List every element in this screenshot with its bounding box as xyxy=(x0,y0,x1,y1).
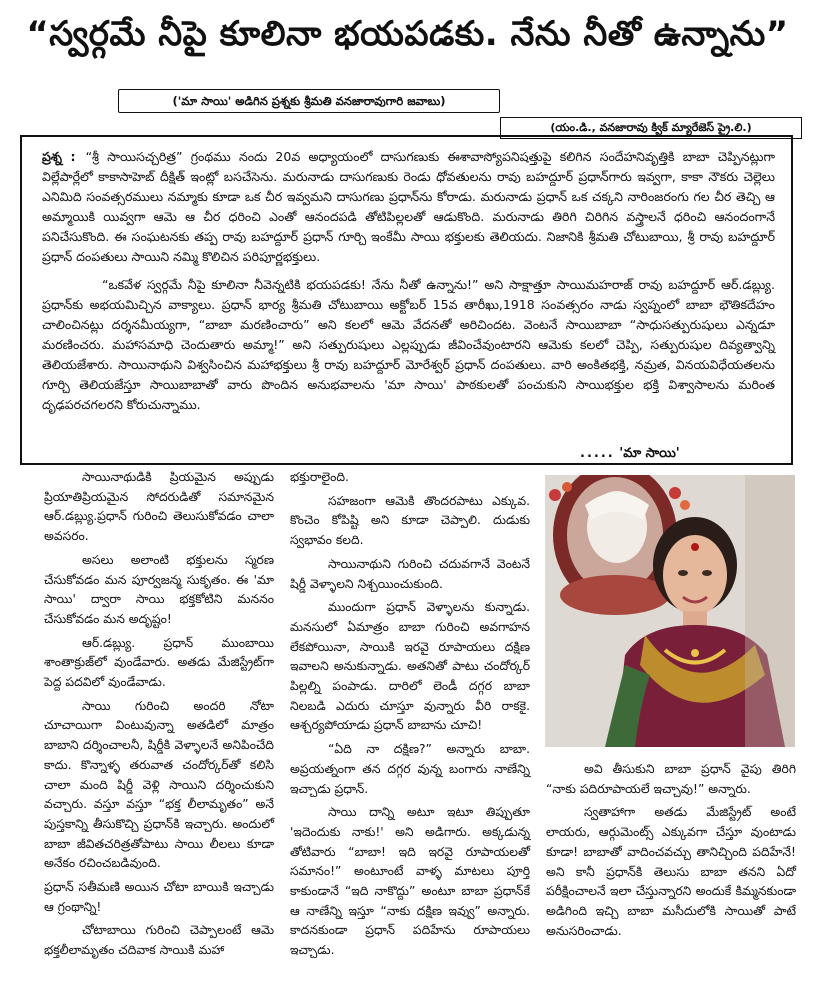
question-label: ప్రశ్న : xyxy=(42,149,76,164)
author-photo xyxy=(545,475,795,747)
column-2-paragraph: సాయి దాన్ని అటూ ఇటూ తిప్పుతూ 'ఇదెందుకు నాకు!' అని అడిగారు. అక్కడున్న తోటివారు “బాబా! ఇది ఇరవై రూపాయలతో సమానం!” అంటూంటే వాళ్ళ మాటలు పూర్తి కాకుండానే “ఇది నాకొద్దు” అంటూ బాబా ప్రధాన్‌కే ఆ నాణేన్ని ఇస్తూ “నాకు దక్షిణ ఇవ్వు” అన్నారు. కాదనకుండా ప్రధాన్ పదిహేను రూపాయలు ఇచ్చాడు. xyxy=(290,805,530,958)
signature-text: 'మా సాయి' xyxy=(619,446,680,461)
column-1-paragraph: సాయినాథుడికి ప్రియమైన అప్పుడు ప్రియాతిప్రియమైన సోదరుడితో సమానమైన ఆర్.డబ్ల్యు.ప్రధాన్ గురించి తెలుసుకోవడం చాలా అవసరం. xyxy=(44,470,274,544)
author-photo-image xyxy=(545,475,795,747)
page-title: “స్వర్గమే నీపై కూలినా భయపడకు. నేను నీతో ఉన్నాను” xyxy=(26,14,789,54)
column-2-paragraph: ముందుగా ప్రధాన్ వెళ్ళాలను కున్నాడు. మనసులో ఏమాత్రం బాబా గురించి అవగాహన లేకపోయినా, సాయికి ఇరవై రూపాయలు దక్షిణ ఇవాలని అనుకున్నాడు. అతనితో పాటు చందోర్కర్ పిల్లల్ని పంపాడు. దారిలో లెండీ దగ్గర బాబా నిలబడి ఎదురు చూస్తూ వున్నారు వీరి రాకకై. ఆశ్చర్యపోయాడు ప్రధాన్ బాబాను చూచి! xyxy=(290,600,530,733)
article-column-3 xyxy=(546,760,796,945)
intro-paragraph-1 xyxy=(42,147,775,267)
company-tag: (యం.డి., వనజారావు క్విక్ మ్యారేజెస్ ప్రై.లి.) xyxy=(500,117,802,139)
column-1-paragraph: అసలు అలాంటి భక్తులను స్మరణ చేసుకోవడం మన పూర్వజన్మ సుకృతం. ఈ 'మా సాయి' ద్వారా సాయి భక్తకోటిని మననం చేసుకోవడం మన అదృష్టం! xyxy=(44,552,274,626)
column-2-paragraph: సహజంగా ఆమెకి తొందరపాటు ఎక్కువ. కొంచెం కోపిష్టి అని కూడా చెప్పాలి. దుడుకు స్వభావం కలది. xyxy=(290,493,530,548)
column-1-paragraph: ఆర్.డబ్ల్యు. ప్రధాన్ ముంబాయి శాంతాక్రుజ్‌లో వుండేవారు. అతడు మేజిస్ట్రేట్‌గా పెద్ద పదవిలో వుండేవాడు. xyxy=(44,635,274,690)
intro-paragraph-1-text: “శ్రీ సాయిసచ్చరిత్ర” గ్రంథము నందు 20వ అధ్యాయంలో దాసుగణుకు ఈశావాస్యోపనిషత్తుపై కలిగిన సందేహనివృత్తికి బాబా చెప్పినట్లుగా విల్లేపార్లేలో కాకాసాహెబ్ దీక్షిత్ ఇంట్లో బసచేసెను. మరునాడు దాసుగణుకు రెండు ధోవతులను రావు బహద్దూర్ ప్రధాన్‌గారు ఇవ్వగా, కాకా నౌకరు చెల్లెలు ఎనిమిది సంవత్సరములు నమ్మాకు కూడా ఒక చీర ఇవ్వమని దాసుగణు ప్రధాన్‌ను కోరాడు. మరునాడు ప్రధాన్ ఒక చక్కని నారింజరంగు గల చీర తెచ్చి ఆ అమ్మాయికి యివ్వగా ఆమె ఆ చీర ధరించి ఎంతో ఆనందపడి తోటిపిల్లలతో ఆడుకొంది. మరునాడు తిరిగి చిరిగిన వస్త్రాలనే ధరించి ఆనందంగానే పనిచేసుకొంది. ఈ సంఘటనకు తప్ప రావు బహద్దూర్ ప్రధాన్ గూర్చి ఇంకేమీ సాయి భక్తులకు తెలియదు. నిజానికి శ్రీమతి చోటుబాయి, శ్రీ రావు బహద్దూర్ ప్రధాన్ దంపతులు సాయిని నమ్మి కొలిచిన పరిపూర్ణభక్తులు. xyxy=(42,149,775,264)
column-2-paragraph: “ఏది నా దక్షిణ?” అన్నారు బాబా. అప్రయత్నంగా తన దగ్గర వున్న బంగారు నాణేన్ని ఇచ్చాడు ప్రధాన్. xyxy=(290,742,530,796)
column-1-paragraph: చోటాబాయి గురించి చెప్పాలంటే ఆమె భక్తలీలామృతం చదివాక సాయికి మహా xyxy=(44,923,274,958)
intro-paragraph-2: “ఒకవేళ స్వర్గమే నీపై కూలినా నీవెన్నటికి భయపడకు! నేను నీతో ఉన్నాను!” అని సాక్షాత్తూ సాయిమహరాజ్ రావు బహద్దూర్ ఆర్.డబ్ల్యు. ప్రధాన్‌కు అభయమిచ్చిన వాక్యాలు. ప్రధాన్ భార్య శ్రీమతి చోటుబాయి అక్టోబర్ 15వ తారీఖు,1918 సంవత్సరం నాడు స్వప్నంలో బాబా భౌతికదేహం చాలించినట్లు దర్శనమీయ్యగా, “బాబా మరణించారు” అని కలలో ఆమె వేదనతో అరిచిందట. వెంటనే సాయిబాబా “సాధుసత్పురుషులు ఎన్నడూ మరణించరు. మహాసమాధి చెందుతారు అమ్మా!” అని సత్పురుషులు ఎల్లప్పుడు జీవించేవుంటారని ఆమెకు కలలో చెప్పి, సత్పురుషుల దివ్యత్వాన్ని తెలియజేశారు. సాయినాథుని విశ్వసించిన మహాభక్తులు శ్రీ రావు బహద్దూర్ మోరేశ్వర్ ప్రధాన్ దంపతులు. వారి అంకితభక్తి, నమ్రత, వినయవిధేయతలను గూర్చి తెలియజేస్తూ సాయిబాబాతో వారు పొందిన అనుభవాలను 'మా సాయి' పాఠకులతో పంచుకుని సాయిభక్తుల భక్తి విశ్వాసాలను మరింత దృఢపరచగలరని కోరుచున్నాము. xyxy=(42,277,775,412)
column-3-paragraph: అవి తీసుకుని బాబా ప్రధాన్ వైపు తిరిగి “నాకు పదిరూపాయలే ఇచ్చావు!” అన్నారు. xyxy=(546,762,796,796)
signature-dots: ..... xyxy=(580,446,615,461)
column-2-paragraph: భక్తురాలైంది. xyxy=(290,470,349,484)
article-column-1 xyxy=(44,468,274,965)
column-1-paragraph: ప్రధాన్ సతీమణి అయిన చోటా బాయికి ఇచ్చాడు ఆ గ్రంథాన్ని! xyxy=(44,880,274,914)
column-1-paragraph: సాయి గురించి అందరి నోటా చూచాయిగా వింటువున్నా అతడిలో మాత్రం బాబాని దర్శించాలనీ, షిర్డీకి వెళ్ళాలనే అనిపించేది కాదు. కొన్నాళ్ళ తరువాత చందోర్కర్‌తో కలిసి చాలా మంది షిర్డీ వెళ్లి సాయిని దర్శించుకుని వచ్చారు. వస్తూ వస్తూ “భక్త లీలామృతం” అనే పుస్తకాన్ని తీసుకొచ్చి ప్రధాన్‌కి ఇచ్చారు. అందులో బాబా జీవితచరిత్రతోపాటు సాయి లీలలు కూడా అనేకం రచించబడివుంది. xyxy=(44,698,274,871)
subtitle-row xyxy=(118,89,718,113)
question-tag: ('మా సాయి' అడిగిన ప్రశ్నకు శ్రీమతి వనజారావుగారి జవాబు) xyxy=(118,89,500,113)
article-column-2 xyxy=(290,468,530,965)
column-2-paragraph: సాయినాథుని గురించి చదువగానే వెంటనే షిర్డీ వెళ్ళాలని నిశ్చయించుకుంది. xyxy=(290,556,530,591)
intro-box xyxy=(20,135,793,465)
column-3-paragraph: స్వతాహాగా అతడు మేజిస్ట్రేట్ అంటే లాయరు, ఆర్గుమెంట్స్ ఎక్కువగా చేస్తూ వుంటాడు కూడా! బాబాతో వాదించవచ్చు తానిచ్చింది పదిహేనే! అని కానీ ప్రధాన్‌కి తెలుసు బాబా తనని ఏదో పరీక్షించాలనే ఇలా చేస్తున్నారని అందుకే కిమ్మనకుండా అడిగింది ఇచ్చి బాబా మసీదులోకి సాయితో పాటే అనుసరించాడు. xyxy=(546,805,796,938)
intro-signature xyxy=(580,446,680,464)
